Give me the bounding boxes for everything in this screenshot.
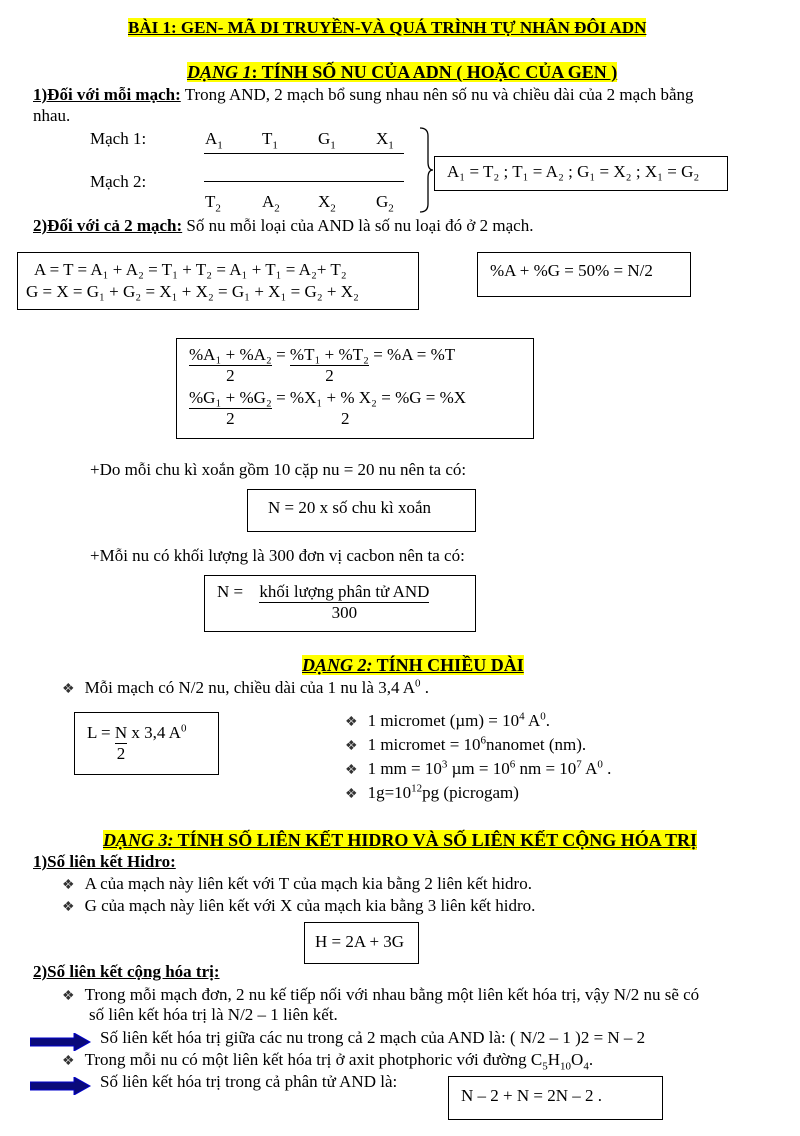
length-box: L = $\frac{N}{2}$ x 3,4 $A^0$ (74, 712, 219, 775)
cht-arrow1-text: Số liên kết hóa trị giữa các nu trong cả 2 mạch của AND là: ( N/2 – 1 )2 = N – 2 (100, 1028, 646, 1047)
bottom-base-g: $G_2$ (376, 192, 394, 215)
at-formula: A = T = A₁ + A₂ = T₁ + T₂ = A₁ + T₁ = A₂+ T₂ (34, 260, 347, 279)
unit-list (345, 710, 611, 806)
dang2-heading (302, 655, 524, 676)
percent-box (477, 252, 691, 297)
unit-item: ❖ 1 micromet = $10^6nanomet$ (nm). (345, 734, 587, 754)
final-formula: N – 2 + N = 2N – 2 . (461, 1086, 603, 1105)
kl-numerator: khối lượng phân tử AND (259, 582, 430, 601)
chu-ki-text: +Do mỗi chu kì xoắn gồm 10 cặp nu = 20 nu nên ta có: (90, 460, 467, 479)
pct-row2: $\frac{\text{\%G₁ + \%G₂}}{2}$ = %X₁ + % X₂ = %G = %X (189, 388, 467, 428)
bottom-base-x: $X_2$ (318, 192, 336, 215)
dang1-label: DẠNG 1 (187, 62, 252, 82)
percent-formula: %A + %G = 50% = N/2 (490, 261, 653, 280)
pct-row1: $\frac{\text{\%A₁ + \%A₂}}{2}$ = $\frac{\text{\%T₁ + \%T₂}}{2}$ = %A = %T (189, 345, 456, 385)
chu-ki-formula: N = 20 x số chu kì xoắn (268, 498, 432, 517)
hidro-label: 1)Số liên kết Hidro: (33, 852, 176, 871)
L-denominator: 2 (116, 744, 126, 763)
strand1-line (204, 153, 404, 154)
top-base-x: $X_1$ (376, 129, 394, 152)
hidro-box (304, 922, 419, 964)
arrow-right-icon (30, 1077, 92, 1095)
kl-denominator: 300 (331, 603, 358, 622)
dang2-bullet1: ❖ Mỗi mạch có N/2 nu, chiều dài của 1 nu là 3,4 $A^0$ . (62, 677, 430, 697)
p1-text-cont: nhau. (33, 106, 71, 125)
p2-line (33, 216, 533, 236)
percent-avg-box (176, 338, 534, 439)
mach2-label: Mạch 2: (90, 172, 147, 191)
cht-bullet1: ❖ Trong mỗi mạch đơn, 2 nu kế tiếp nối với nhau bằng một liên kết hóa trị, vậy N/2 nu sẽ có (62, 985, 700, 1004)
p2-label: 2)Đối với cả 2 mạch: (33, 216, 183, 235)
cht-arrow2-text: Số liên kết hóa trị trong cả phân tử AND là: (100, 1072, 398, 1091)
relation-text: A₁ = T₂ ; T₁ = A₂ ; G₁ = X₂ ; X₁ = G₂ (447, 162, 700, 181)
dang3-label: DẠNG 3: (103, 830, 174, 850)
hidro-bullet1: ❖ A của mạch này liên kết với T của mạch kia bằng 2 liên kết hidro. (62, 874, 532, 893)
khoi-luong-text: +Mỗi nu có khối lượng là 300 đơn vị cacbon nên ta có: (90, 546, 465, 565)
page-title (128, 18, 646, 38)
dang1-title: : TÍNH SỐ NU CỦA ADN ( HOẶC CỦA GEN ) (251, 62, 618, 82)
strand2-line (204, 181, 404, 182)
top-base-a: $A_1$ (205, 129, 223, 152)
p1-label: 1)Đối với mỗi mạch: (33, 85, 181, 104)
p1-text: Trong AND, 2 mạch bổ sung nhau nên số nu và chiều dài của 2 mạch bằng (180, 85, 694, 104)
unit-item: ❖ $1g=10^{12}pg$ (picrogam) (345, 782, 519, 802)
cht-bullet1-cont: số liên kết hóa trị là N/2 – 1 liên kết. (89, 1005, 338, 1024)
cht-label: 2)Số liên kết cộng hóa trị: (33, 962, 220, 981)
bottom-base-a: $A_2$ (262, 192, 280, 215)
arrow-right-icon (30, 1033, 92, 1051)
top-base-t: $T_1$ (262, 129, 278, 152)
hidro-formula: H = 2A + 3G (315, 932, 405, 951)
brace-icon (418, 126, 434, 214)
hidro-bullet2: ❖ G của mạch này liên kết với X của mạch kia bằng 3 liên kết hidro. (62, 896, 536, 915)
final-box (448, 1076, 663, 1120)
mach1-label: Mạch 1: (90, 129, 147, 148)
L-numerator: N (114, 723, 128, 742)
relation-box (434, 156, 728, 191)
unit-item: ❖ 1 micromet $(\mu m) = 10^4$ $A^0$. (345, 710, 550, 730)
title-text: BÀI 1: GEN- MÃ DI TRUYỀN-VÀ QUÁ TRÌNH TỰ NHÂN ĐÔI ADN (128, 18, 647, 37)
gx-formula: G = X = G₁ + G₂ = X₁ + X₂ = G₁ + X₁ = G₂ + X₂ (26, 282, 359, 301)
khoi-luong-box: N = $\frac{\text{khối lượng phân tử AND}}{300}$ (204, 575, 476, 632)
pct-row2-den2: 2 (341, 409, 350, 428)
chu-ki-box (247, 489, 476, 532)
p2-text: Số nu mỗi loại của AND là số nu loại đó ở 2 mạch. (182, 216, 534, 235)
bullet-icon: ❖ (62, 682, 75, 697)
dang3-title: TÍNH SỐ LIÊN KẾT HIDRO VÀ SỐ LIÊN KẾT CỘNG HÓA TRỊ (173, 830, 697, 850)
p1-line (33, 85, 694, 105)
dang3-heading (103, 830, 697, 851)
dang2-title: TÍNH CHIỀU DÀI (372, 655, 524, 675)
sum-box (17, 252, 419, 310)
bottom-base-t: $T_2$ (205, 192, 221, 215)
dang2-label: DẠNG 2: (302, 655, 373, 675)
dang1-heading (187, 62, 617, 83)
unit-item: ❖ 1 mm = $10^3$ $\mu m = 10^6$ nm = $10^7$ $A^0$ . (345, 758, 612, 778)
cht-bullet2: ❖ Trong mỗi nu có một liên kết hóa trị ở axit photphoric với đường $C_5H_{10}O_4$. (62, 1050, 594, 1073)
top-base-g: $G_1$ (318, 129, 336, 152)
